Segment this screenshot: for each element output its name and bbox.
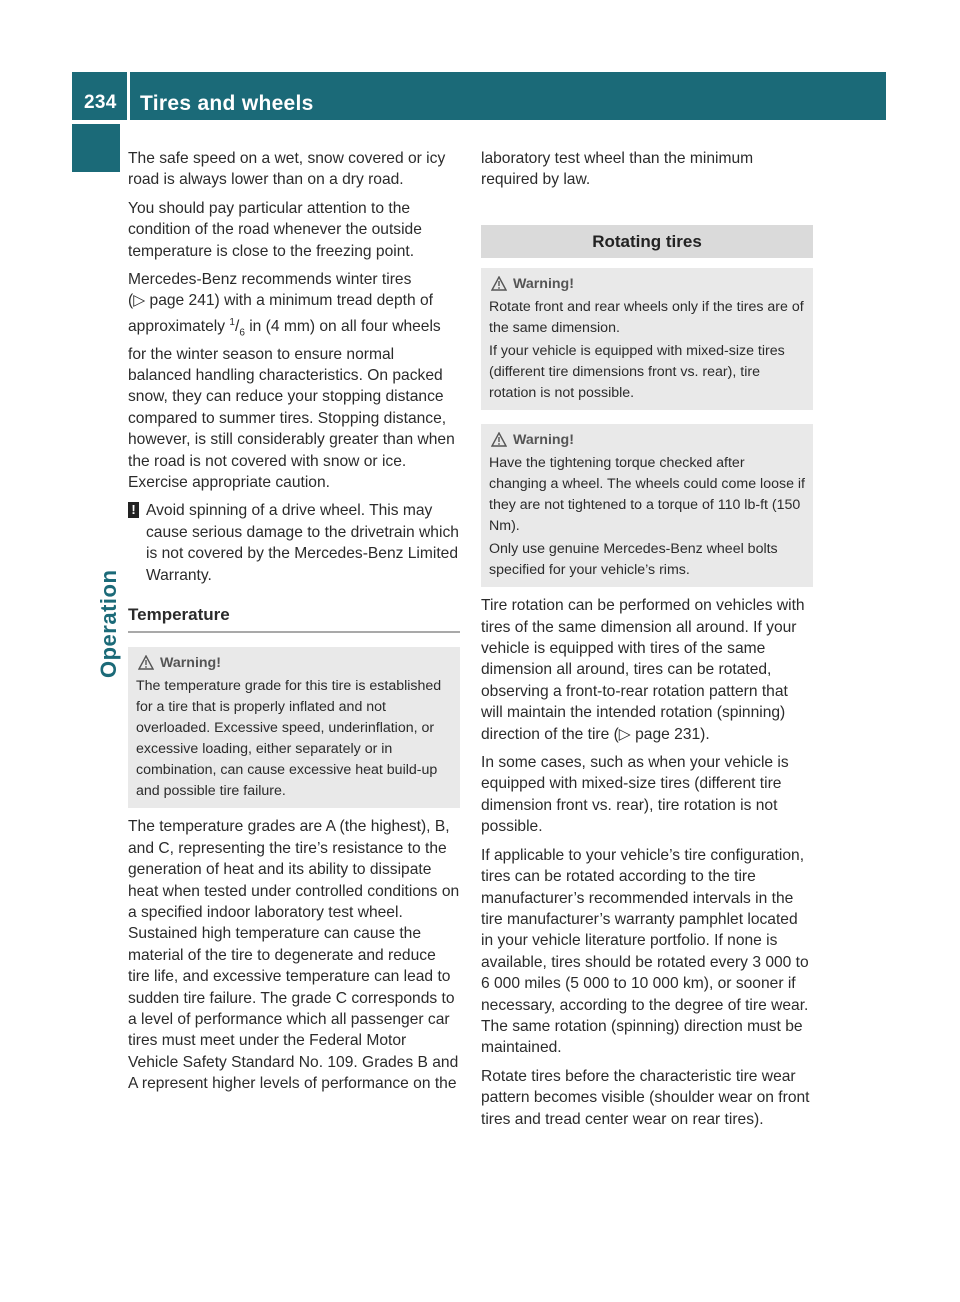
warning-title: [489, 430, 805, 451]
paragraph: Tire rotation can be performed on vehicles with tires of the same dimension all around. If your vehicle is equipped with tires of the same dimension all around, tires can be rotated, observing a front-to-rear rotation pattern that will maintain the intended rotation (spinning) direction of the tire (▷ page 231).: [481, 597, 805, 743]
text: in (4 mm) on all four wheels for the winter season to ensure normal balanced handling characteristics. On packed snow, they can reduce your stopping distance compared to summer tires. Stopping distance, however, is still considerably greater than when the road is not covered with snow or ice. Exercise appropriate caution.: [128, 318, 455, 491]
warning-title: [489, 274, 805, 295]
warning-box: [481, 268, 813, 410]
fraction-denominator: 6: [239, 327, 245, 339]
chapter-title: Tires and wheels: [140, 92, 314, 115]
warning-text: If your vehicle is equipped with mixed-size tires (different tire dimensions front vs. rear), tire rotation is not possible.: [489, 343, 785, 402]
warning-label: Warning!: [513, 432, 574, 449]
warning-title: [136, 653, 452, 674]
section-heading-rotating-tires: Rotating tires: [481, 225, 813, 258]
section-heading-temperature: Temperature: [128, 604, 460, 633]
side-tab-label: Operation: [96, 478, 126, 678]
left-column: [128, 148, 460, 1102]
paragraph: If applicable to your vehicle’s tire configuration, tires can be rotated according to the tire manufacturer’s recommended intervals in the tire manufacturer’s warranty pamphlet located in your vehicle literature portfolio. If none is available, tires should be rotated every 3 000 to 6 000 miles (5 000 to 10 000 km), or sooner if necessary, according to the degree of tire wear. The same rotation (spinning) direction must be maintained.: [481, 846, 809, 1057]
attention-icon: !: [128, 502, 139, 518]
attention-text: Avoid spinning of a drive wheel. This may cause serious damage to the drivetrain which is not covered by the Mercedes-Benz Limited Warranty.: [146, 502, 459, 584]
warning-text: Have the tightening torque checked after changing a wheel. The wheels could come loose if they are not tightened to a torque of 110 lb-ft (150 Nm).: [489, 455, 805, 535]
warning-text: Only use genuine Mercedes-Benz wheel bolts specified for your vehicle’s rims.: [489, 541, 778, 579]
attention-note: [128, 500, 460, 586]
paragraph: Rotate tires before the characteristic tire wear pattern becomes visible (shoulder wear on front tires and tread center wear on rear tires).: [481, 1067, 810, 1128]
paragraph: The safe speed on a wet, snow covered or icy road is always lower than on a dry road.: [128, 150, 446, 189]
spacer: [128, 633, 460, 647]
spacer: [481, 410, 813, 424]
right-column: [481, 148, 813, 1137]
paragraph: laboratory test wheel than the minimum required by law.: [481, 150, 754, 189]
header-divider: [127, 72, 130, 120]
warning-box: [481, 424, 813, 587]
side-tab-background: [72, 172, 120, 492]
warning-label: Warning!: [160, 655, 221, 672]
spacer: [128, 808, 460, 816]
fraction-numerator: 1: [229, 316, 235, 328]
warning-text: Rotate front and rear wheels only if the tires are of the same dimension.: [489, 299, 804, 337]
warning-triangle-icon: [138, 655, 154, 670]
page-reference[interactable]: (▷ page 241) with a minimum tread depth of approximately: [128, 292, 433, 336]
paragraph: You should pay particular attention to the condition of the road whenever the outside temperature is close to the freezing point.: [128, 199, 422, 260]
paragraph: In some cases, such as when your vehicle is equipped with mixed-size tires (different tire dimension front vs. rear), tire rotation is not possible.: [481, 754, 789, 836]
spacer: [481, 587, 813, 595]
page-number: 234: [84, 92, 117, 113]
warning-box: [128, 647, 460, 808]
warning-label: Warning!: [513, 276, 574, 293]
warning-triangle-icon: [491, 276, 507, 291]
page-header: [72, 72, 886, 120]
paragraph: The temperature grades are A (the highest), B, and C, representing the tire’s resistance to the generation of heat and its ability to dissipate heat when tested under controlled conditions on a specified indoor laboratory test wheel. Sustained high temperature can cause the material of the tire to degenerate and reduce tire life, and excessive temperature can lead to sudden tire failure. The grade C corresponds to a level of performance which all passenger car tires must meet under the Federal Motor Vehicle Safety Standard No. 109. Grades B and A represent higher levels of performance on the: [128, 818, 460, 1093]
paragraph-winter-tires: [128, 269, 460, 493]
warning-triangle-icon: [491, 432, 507, 447]
warning-text: The temperature grade for this tire is established for a tire that is properly inflated and not overloaded. Excessive speed, underinflation, or excessive loading, either separately or in combination, can cause excessive heat build-up and possible tire failure.: [136, 678, 442, 800]
text: Mercedes-Benz recommends winter tires: [128, 271, 412, 289]
fraction-slash: /: [234, 318, 240, 336]
